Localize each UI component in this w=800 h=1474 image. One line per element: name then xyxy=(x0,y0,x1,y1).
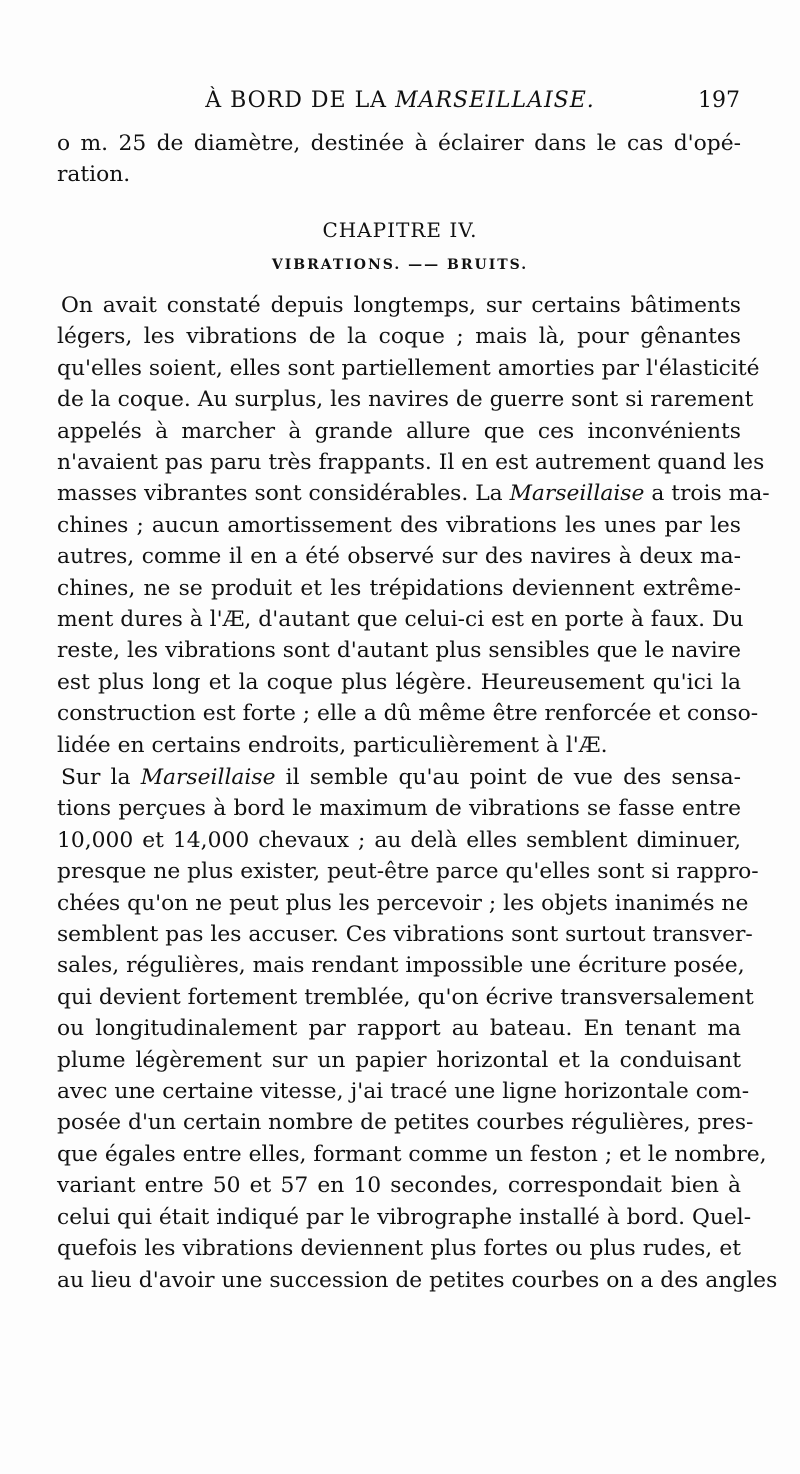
text-line: presque ne plus exister, peut-être parce qu'elles sont si rappro- xyxy=(57,859,759,885)
text-line: Sur la Marseillaise il semble qu'au point de vue des sensa- xyxy=(61,765,741,790)
text-line: 10,000 et 14,000 chevaux ; au delà elles semblent diminuer, xyxy=(57,827,741,853)
running-head-prefix: À BORD DE LA xyxy=(205,88,396,113)
text-line: est plus long et la coque plus légère. Heureusement qu'ici la xyxy=(57,669,741,695)
carryover-paragraph xyxy=(57,128,741,191)
paragraph-vibrations-intro xyxy=(57,290,770,761)
text-line: celui qui était indiqué par le vibrographe installé à bord. Quel- xyxy=(57,1204,752,1230)
text-line: n'avaient pas paru très frappants. Il en est autrement quand les xyxy=(57,450,765,476)
chapter-title: CHAPITRE IV. xyxy=(322,218,478,242)
text-line: semblent pas les accuser. Ces vibrations sont surtout transver- xyxy=(57,922,753,948)
text-line: appelés à marcher à grande allure que ces inconvénients xyxy=(57,418,741,444)
text-line: qu'elles soient, elles sont partiellement amorties par l'élasticité xyxy=(57,355,760,381)
text-line: avec une certaine vitesse, j'ai tracé une ligne horizontale com- xyxy=(57,1079,750,1105)
chapter-subtitle: VIBRATIONS. —— BRUITS. xyxy=(271,257,529,273)
running-head-italic: MARSEILLAISE. xyxy=(395,88,595,113)
text-line: construction est forte ; elle a dû même être renforcée et conso- xyxy=(57,701,759,727)
text-line: autres, comme il en a été observé sur des navires à deux ma- xyxy=(57,544,741,570)
text-line: de la coque. Au surplus, les navires de guerre sont si rarement xyxy=(57,387,754,413)
page-header xyxy=(60,88,740,118)
text-line: sales, régulières, mais rendant impossible une écriture posée, xyxy=(57,953,745,979)
text-line: chées qu'on ne peut plus les percevoir ; les objets inanimés ne xyxy=(57,890,749,916)
text-line: masses vibrantes sont considérables. La Marseillaise a trois ma- xyxy=(57,481,770,507)
text-line: ration. xyxy=(57,162,131,188)
text-line: On avait constaté depuis longtemps, sur certains bâtiments xyxy=(61,293,741,318)
text-line: qui devient fortement tremblée, qu'on écrive transversalement xyxy=(57,984,754,1010)
paragraph-vibrations-marseillaise xyxy=(57,762,778,1296)
text-line: chines, ne se produit et les trépidations deviennent extrême- xyxy=(57,575,741,601)
text-line: ment dures à l'Æ, d'autant que celui-ci est en porte à faux. Du xyxy=(57,607,744,633)
text-line: plume légèrement sur un papier horizontal et la conduisant xyxy=(57,1047,741,1073)
text-line: lidée en certains endroits, particulièrement à l'Æ. xyxy=(57,732,608,758)
text-line: quefois les vibrations deviennent plus fortes ou plus rudes, et xyxy=(57,1236,741,1262)
text-line: variant entre 50 et 57 en 10 secondes, correspondait bien à xyxy=(57,1173,741,1199)
text-line: posée d'un certain nombre de petites courbes régulières, pres- xyxy=(57,1110,754,1136)
text-line: reste, les vibrations sont d'autant plus sensibles que le navire xyxy=(57,638,741,664)
running-head xyxy=(60,88,740,113)
text-line: que égales entre elles, formant comme un feston ; et le nombre, xyxy=(57,1141,767,1167)
text-line: au lieu d'avoir une succession de petites courbes on a des angles xyxy=(57,1267,778,1293)
text-line: tions perçues à bord le maximum de vibrations se fasse entre xyxy=(57,796,741,822)
text-line: légers, les vibrations de la coque ; mais là, pour gênantes xyxy=(57,324,741,350)
text-line: o m. 25 de diamètre, destinée à éclairer dans le cas d'opé- xyxy=(57,131,741,156)
text-line: chines ; aucun amortissement des vibrations les unes par les xyxy=(57,512,741,538)
page-number: 197 xyxy=(698,88,740,113)
text-line: ou longitudinalement par rapport au bateau. En tenant ma xyxy=(57,1016,741,1042)
